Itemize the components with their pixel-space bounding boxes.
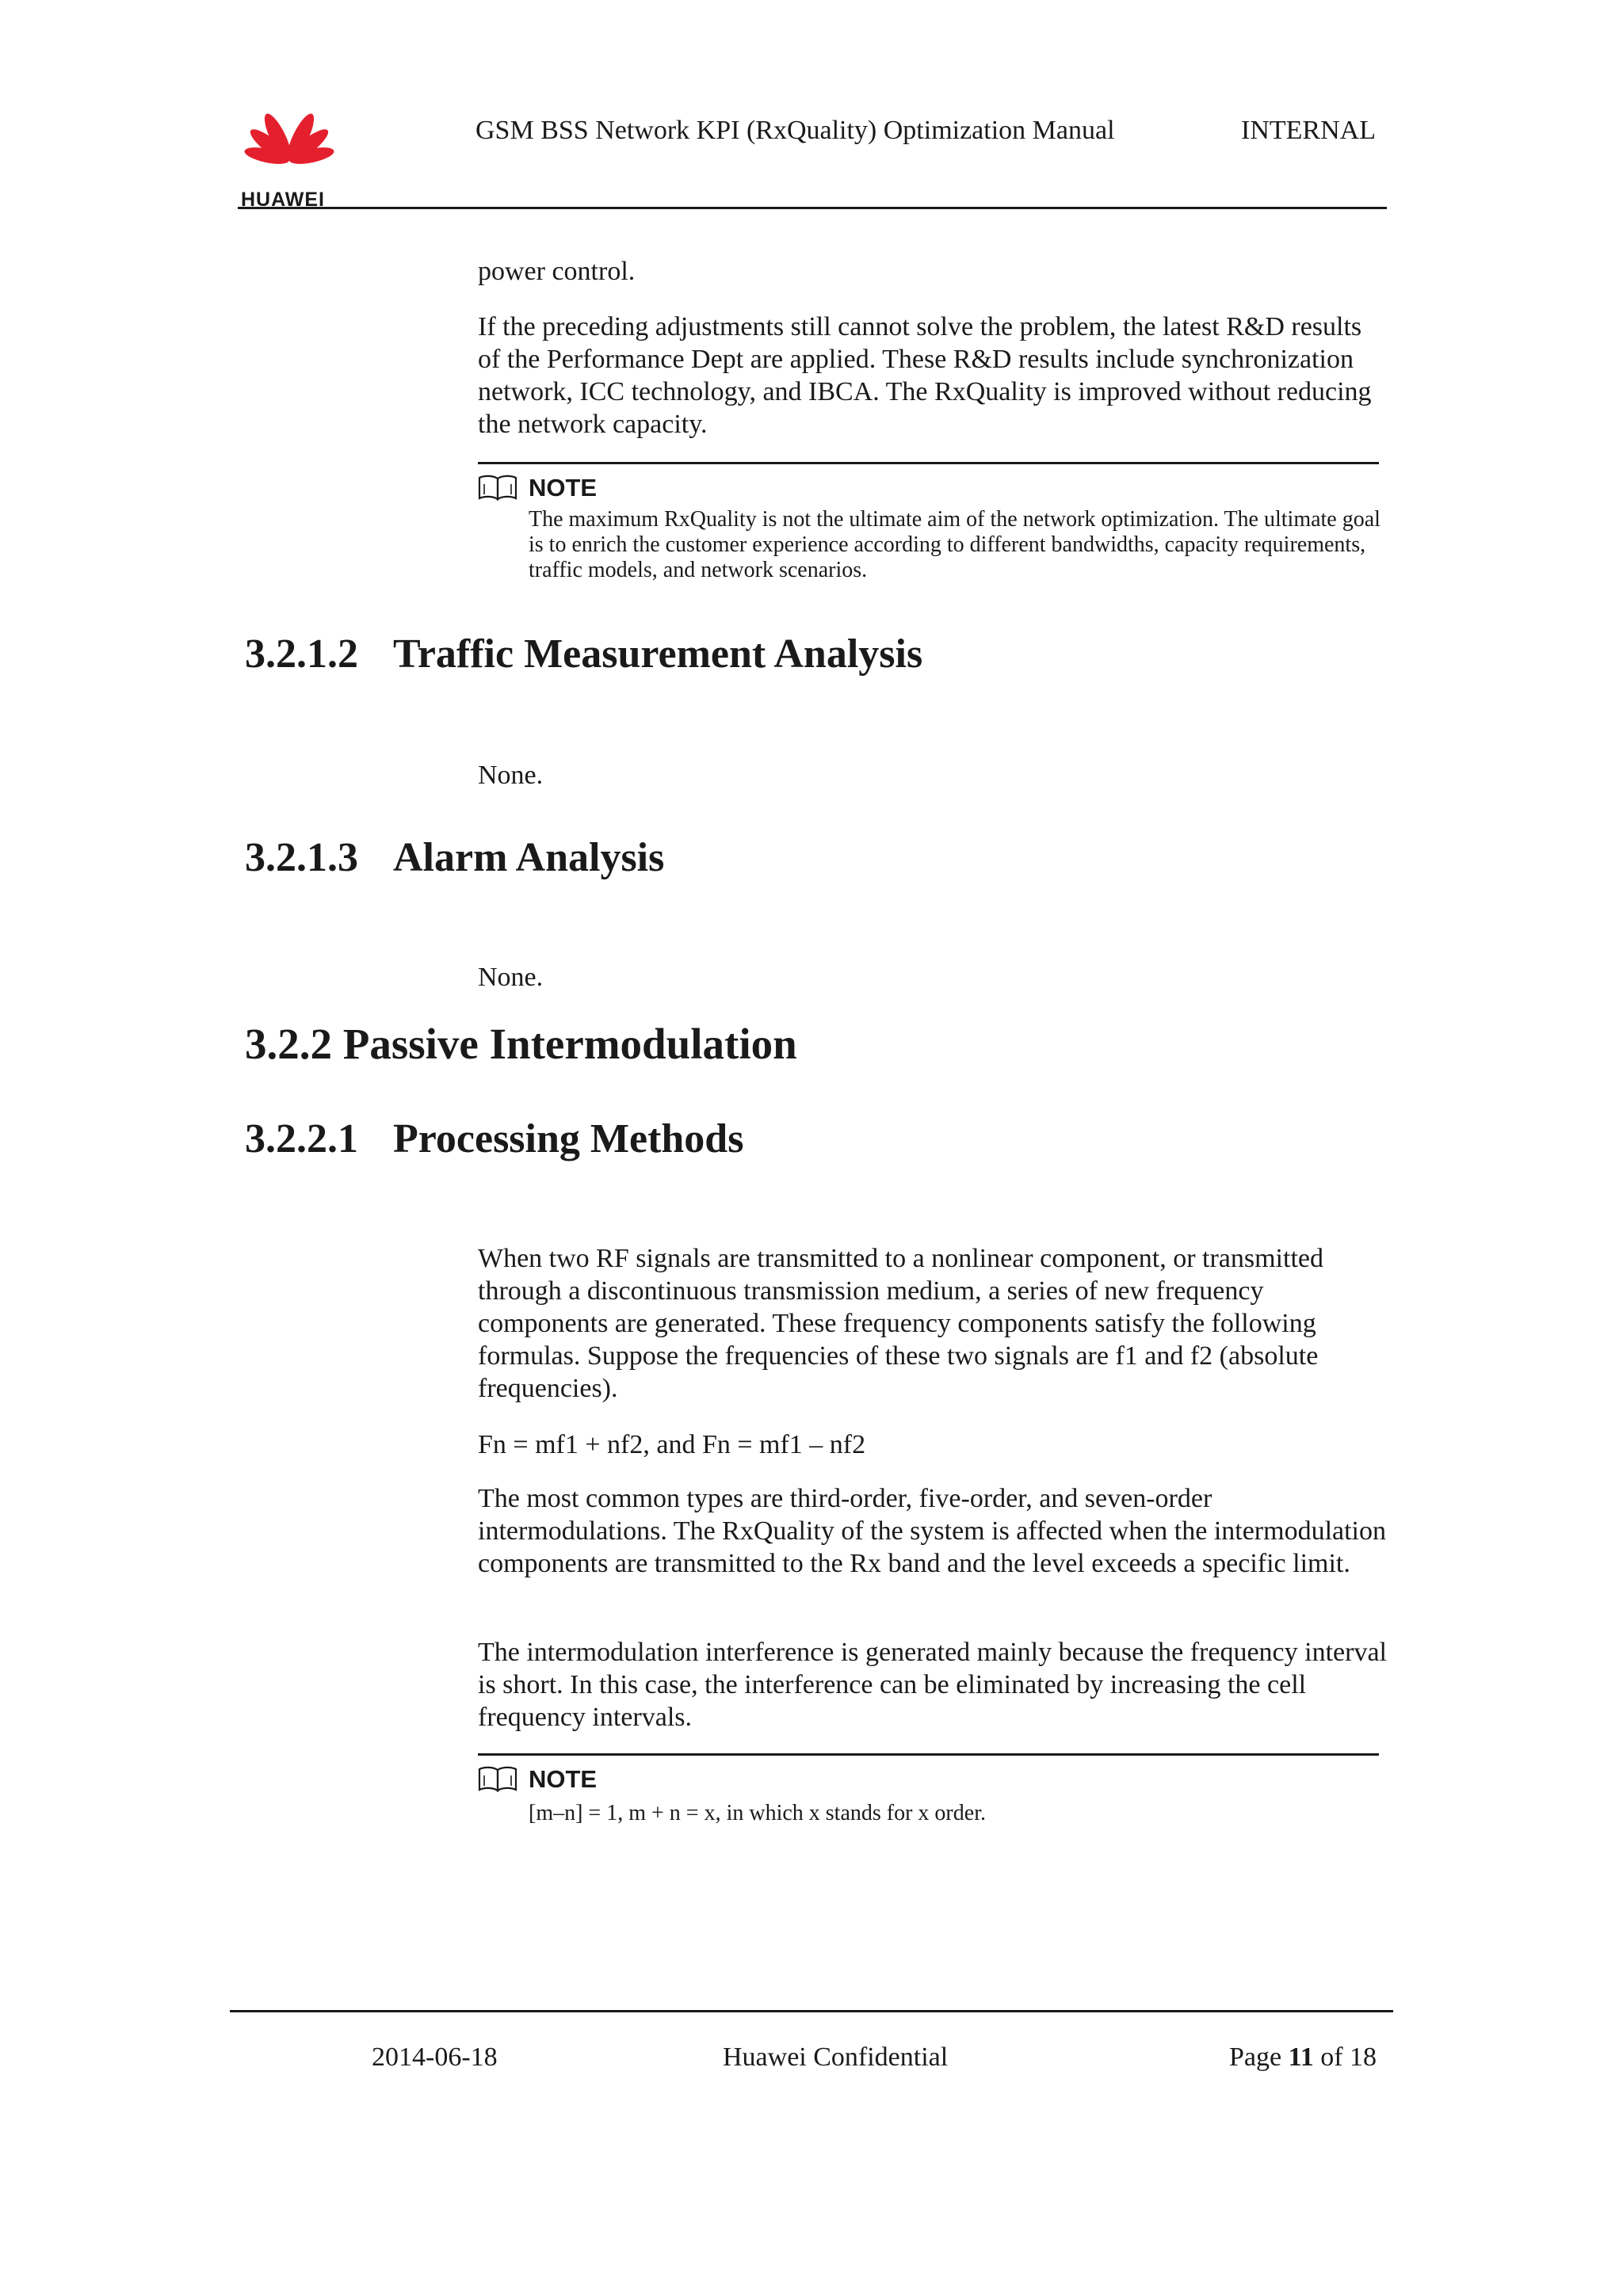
heading-title: Alarm Analysis xyxy=(393,835,665,880)
note-header xyxy=(478,472,597,504)
book-icon xyxy=(478,1766,517,1793)
note-header xyxy=(478,1764,597,1795)
footer-divider xyxy=(230,2010,1393,2012)
note-divider xyxy=(478,1753,1379,1756)
heading-number: 3.2.1.3 xyxy=(245,835,358,880)
footer-confidential: Huawei Confidential xyxy=(723,2042,949,2072)
note-text: [m–n] = 1, m + n = x, in which x stands for x order. xyxy=(529,1801,986,1825)
heading-number: 3.2.1.2 xyxy=(245,631,358,677)
footer-date: 2014-06-18 xyxy=(372,2042,498,2072)
paragraph-none: None. xyxy=(478,963,544,992)
paragraph-interference: The intermodulation interference is generated mainly because the frequency interval is short. In this case, the interference can be eliminated by increasing the cell frequency intervals. xyxy=(478,1638,1387,1732)
classification-label: INTERNAL xyxy=(1241,116,1376,145)
note-label: NOTE xyxy=(529,1765,598,1793)
heading-processing-methods xyxy=(245,1116,743,1162)
heading-title: Traffic Measurement Analysis xyxy=(393,631,923,677)
document-title: GSM BSS Network KPI (RxQuality) Optimization Manual xyxy=(475,116,1115,145)
page-current: 11 xyxy=(1288,2042,1314,2072)
note-label: NOTE xyxy=(529,474,598,502)
header-divider xyxy=(238,207,1387,209)
heading-title: Processing Methods xyxy=(393,1116,744,1161)
heading-passive-intermodulation: 3.2.2 Passive Intermodulation xyxy=(245,1020,797,1068)
paragraph-power-control: power control. xyxy=(478,257,636,286)
heading-traffic-measurement xyxy=(245,631,922,677)
huawei-wordmark: HUAWEI xyxy=(241,189,325,211)
paragraph-common-types: The most common types are third-order, five-order, and seven-order intermodulations. The RxQuality of the system is affected when the intermodulation components are transmitted to the Rx band and the level exceeds a specific limit. xyxy=(478,1484,1387,1578)
formula: Fn = mf1 + nf2, and Fn = mf1 – nf2 xyxy=(478,1430,866,1459)
book-icon xyxy=(478,475,517,502)
note-text: The maximum RxQuality is not the ultimate aim of the network optimization. The ultimate goal is to enrich the customer experience according to different bandwidths, capacity requirements, traffic models, and network scenarios. xyxy=(529,507,1381,582)
paragraph-rd-results: If the preceding adjustments still cannot solve the problem, the latest R&D results of the Performance Dept are applied. These R&D results include synchronization network, ICC technology, and IBCA. The RxQuality is improved without reducing the network capacity. xyxy=(478,312,1372,439)
page-prefix: Page xyxy=(1229,2042,1289,2072)
page-suffix: of 18 xyxy=(1313,2042,1377,2072)
paragraph-rf-signals: When two RF signals are transmitted to a nonlinear component, or transmitted through a discontinuous transmission medium, a series of new frequency components are generated. These frequency components satisfy the following formulas. Suppose the frequencies of these two signals are f1 and f2 (absolute frequencies). xyxy=(478,1244,1323,1403)
paragraph-none: None. xyxy=(478,761,544,790)
heading-alarm-analysis xyxy=(245,834,664,881)
note-divider xyxy=(478,462,1379,464)
page-number xyxy=(1229,2042,1377,2073)
heading-number: 3.2.2.1 xyxy=(245,1116,358,1161)
